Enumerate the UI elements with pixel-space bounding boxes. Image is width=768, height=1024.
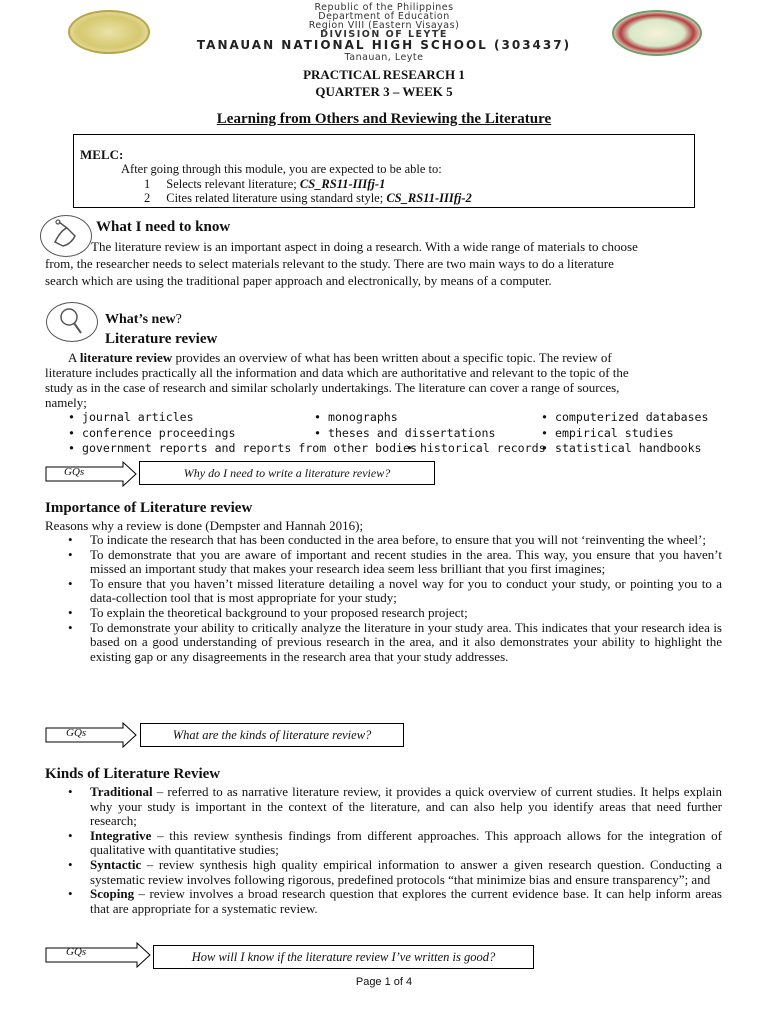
gq2-question: What are the kinds of literature review?	[140, 723, 404, 747]
need-to-know-heading: What I need to know	[96, 219, 231, 235]
list-item: • To demonstrate your ability to critically analyze the literature in your study area. This indicates that your research idea is based on a good understanding of previous research in the area, and it also demonstrates your ability to highlight the existing gap or any disagreements in the research area that your study addresses.	[62, 621, 722, 665]
importance-list	[62, 533, 722, 664]
sources-col-3	[541, 410, 709, 457]
melc-intro: After going through this module, you are expected to be able to:	[121, 162, 442, 176]
header-region: Region VIII (Eastern Visayas)	[308, 20, 460, 31]
source-item: • monographs	[314, 410, 398, 424]
list-item: • To indicate the research that has been conducted in the area before, to ensure that you will not ‘reinventing the wheel’;	[62, 533, 722, 548]
header-town: Tanauan, Leyte	[344, 52, 424, 63]
list-item: • To demonstrate that you are aware of important and recent studies in the area. This way, you ensure that you haven’t missed an important study that makes your research idea seem less brilliant that you first imagines;	[62, 548, 722, 577]
list-item: • Traditional – referred to as narrative literature review, it provides a quick overview of current studies. It helps explain why your study is important in the context of the literature, and can also help you identify areas that need further research;	[62, 785, 722, 829]
importance-intro: Reasons why a review is done (Dempster and Hannah 2016);	[45, 518, 364, 533]
page-number: Page 1 of 4	[355, 976, 413, 988]
magnifier-icon	[46, 302, 98, 342]
source-item: • government reports and reports from other bodies	[68, 441, 418, 455]
pointing-hand-icon	[40, 215, 92, 257]
need-to-know-line2: from, the researcher needs to select materials relevant to the study. There are two main ways to do a literature	[45, 256, 614, 271]
source-item: • computerized databases	[541, 410, 709, 424]
header-deped: Department of Education	[318, 11, 450, 22]
gq3-question: How will I know if the literature review I’ve written is good?	[153, 945, 534, 969]
source-item: • conference proceedings	[68, 425, 236, 440]
gq-arrow-icon	[45, 942, 151, 968]
source-item: • empirical studies	[541, 425, 674, 440]
course-title: PRACTICAL RESEARCH 1	[303, 67, 465, 82]
whats-new-line2: literature includes practically all the information and data which are authoritative and relevant to the topic of the	[45, 365, 629, 380]
source-item: • historical records	[406, 441, 546, 455]
whats-new-line4: namely;	[45, 395, 87, 410]
need-to-know-line1: The literature review is an important aspect in doing a research. With a wide range of materials to choose	[91, 239, 638, 254]
quarter-week: QUARTER 3 – WEEK 5	[315, 84, 453, 99]
kinds-list	[62, 785, 722, 916]
importance-heading: Importance of Literature review	[45, 500, 253, 516]
list-item: • To ensure that you haven’t missed literature detailing a novel way for you to conduct your study, or pointing you to a data-collection tool that is most appropriate for your study;	[62, 577, 722, 606]
gq1-tag: GQs	[64, 466, 85, 478]
kinds-heading: Kinds of Literature Review	[45, 766, 221, 782]
melc-item-2: 2 Cites related literature using standard style; CS_RS11-IIIfj-2	[144, 191, 472, 205]
whats-new-line1: A literature review provides an overview of what has been written about a specific topic. The review of	[68, 350, 612, 365]
need-to-know-line3: search which are using the traditional paper approach and electronically, by means of a computer.	[45, 273, 552, 288]
list-item: • Integrative – this review synthesis findings from different approaches. This approach allows for the integration of qualitative with quantitative studies;	[62, 829, 722, 858]
melc-box	[73, 134, 695, 208]
list-item: • Scoping – review involves a broad research question that explores the current evidence base. It can help inform areas that are appropriate for a systematic review.	[62, 887, 722, 916]
whats-new-heading: What’s new?	[105, 312, 182, 327]
whats-new-line3: study as in the case of research and similar scholarly undertakings. The literature can cover a range of sources,	[45, 380, 620, 395]
list-item: • To explain the theoretical background to your proposed research project;	[62, 606, 722, 621]
header-republic: Republic of the Philippines	[314, 2, 454, 13]
melc-label: MELC:	[80, 147, 124, 162]
list-item: • Syntactic – review synthesis high quality empirical information to answer a given research question. Conducting a systematic review involves following rigorous, predefined protocols “that minimize bias and ensure transparency”; and	[62, 858, 722, 887]
source-item: • theses and dissertations	[314, 425, 496, 440]
lesson-title: Learning from Others and Reviewing the Literature	[216, 111, 552, 127]
gq-arrow-icon	[45, 461, 137, 487]
source-item: • statistical handbooks	[541, 441, 702, 455]
source-item: • journal articles	[68, 410, 194, 424]
gq1-question: Why do I need to write a literature review?	[139, 461, 435, 485]
gq3-tag: GQs	[66, 946, 87, 958]
literature-review-subheading: Literature review	[105, 331, 218, 347]
gq-arrow-icon	[45, 722, 137, 748]
header-school: TANAUAN NATIONAL HIGH SCHOOL (303437)	[196, 38, 572, 52]
gq2-tag: GQs	[66, 727, 87, 739]
melc-item-1: 1 Selects relevant literature; CS_RS11-IIIfj-1	[144, 177, 386, 191]
header-division: DIVISION OF LEYTE	[320, 29, 448, 40]
sources-col-2	[314, 410, 546, 457]
